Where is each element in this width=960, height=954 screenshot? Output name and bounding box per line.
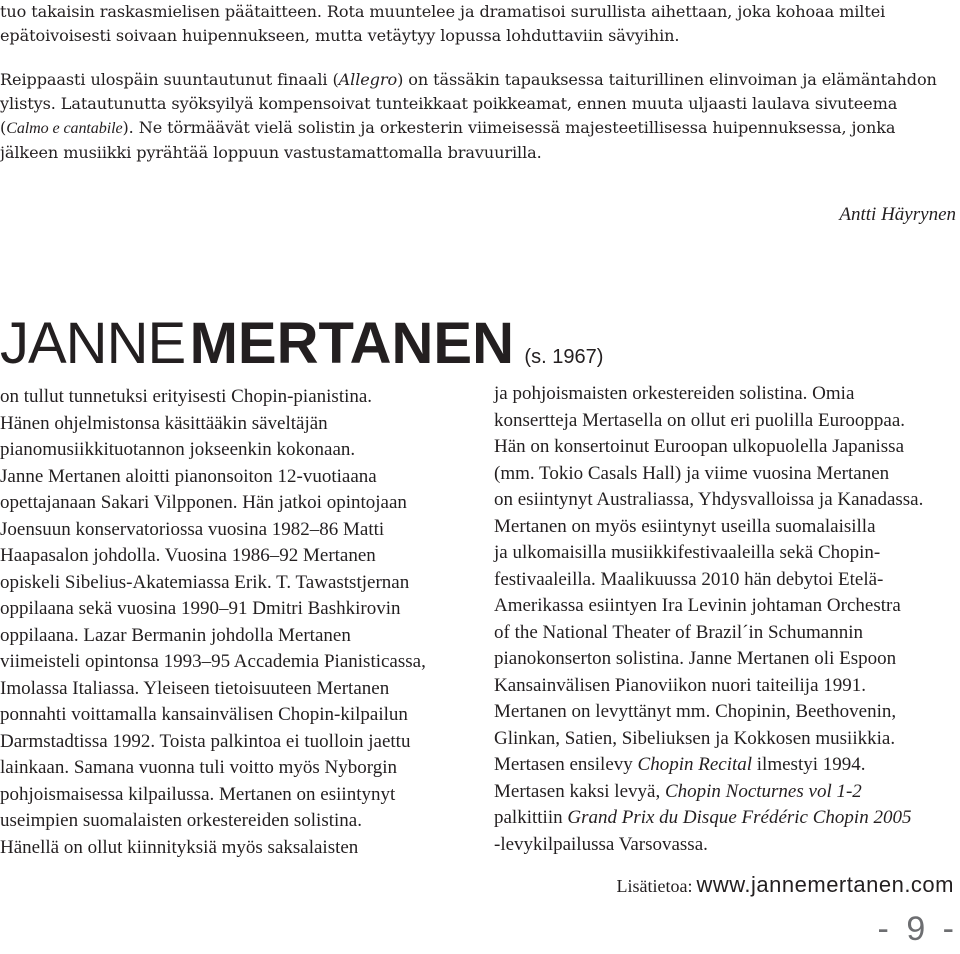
text-line: on tullut tunnetuksi erityisesti Chopin-pianistina. bbox=[0, 386, 373, 407]
text-line: Mertasen ensilevy Chopin Recital ilmestyi 1994. bbox=[494, 754, 866, 775]
text-line: Mertanen on levyttänyt mm. Chopinin, Beethovenin, bbox=[494, 701, 897, 722]
text-line: Hänellä on ollut kiinnityksiä myös saksalaisten bbox=[0, 836, 359, 858]
text-line: tuo takaisin raskasmielisen päätaitteen. Rota muuntelee ja dramatisoi surullista aihettaan, joka kohoaa miltei bbox=[0, 2, 886, 21]
text-line: Haapasalon johdolla. Vuosina 1986–92 Mertanen bbox=[0, 545, 376, 566]
text-line: useimpien suomalaisten orkestereiden solistina. bbox=[0, 810, 362, 831]
text-line: Hänen ohjelmistonsa käsittääkin säveltäjän bbox=[0, 412, 328, 434]
text-line: opettajanaan Sakari Vilpponen. Hän jatkoi opintojaan bbox=[0, 492, 407, 513]
page-number: - 9 - bbox=[877, 910, 958, 948]
intro-paragraph-1 bbox=[0, 0, 958, 48]
text-line: Amerikassa esiintyen Ira Levinin johtaman Orchestra bbox=[494, 595, 901, 616]
text-line: of the National Theater of Brazil´in Schumannin bbox=[494, 621, 863, 643]
text-line: Imolassa Italiassa. Yleiseen tietoisuuteen Mertanen bbox=[0, 677, 390, 699]
text-line: oppilaana. Lazar Bermanin johdolla Mertanen bbox=[0, 624, 351, 646]
text-line: ylistys. Latautunutta syöksyilyä kompensoivat tunteikkaat poikkeamat, ennen muuta uljaasti laulava sivuteema bbox=[0, 94, 898, 113]
text-line: jälkeen musiikki pyrähtää loppuun vastustamattomalla bravuurilla. bbox=[0, 143, 542, 162]
album-title: Chopin Nocturnes vol 1-2 bbox=[664, 780, 862, 802]
text-line: pohjoismaisessa kilpailussa. Mertanen on esiintynyt bbox=[0, 783, 396, 805]
text-line: (Calmo e cantabile). Ne törmäävät vielä solistin ja orkesterin viimeisessä majesteetillisessa huipennuksessa, jonka bbox=[0, 118, 896, 137]
text-line: Joensuun konservatoriossa vuosina 1982–86 Matti bbox=[0, 518, 385, 540]
text-line: -levykilpailussa Varsovassa. bbox=[494, 833, 708, 855]
more-info bbox=[617, 872, 955, 898]
more-info-label: Lisätietoa: bbox=[616, 876, 693, 896]
text-line: opiskeli Sibelius-Akatemiassa Erik. T. Tawaststjernan bbox=[0, 571, 410, 593]
artist-first-name: JANNE bbox=[0, 311, 186, 376]
text-line: ja ulkomaisilla musiikkifestivaaleilla sekä Chopin- bbox=[494, 542, 881, 563]
text-line: palkittiin Grand Prix du Disque Frédéric Chopin 2005 bbox=[494, 807, 912, 828]
artist-last-name: MERTANEN bbox=[189, 311, 514, 376]
biography-right-column bbox=[494, 381, 923, 858]
biography-left-column bbox=[0, 384, 426, 861]
text-line: pianokonserton solistina. Janne Mertanen oli Espoon bbox=[494, 648, 897, 669]
text-line: Glinkan, Satien, Sibeliuksen ja Kokkosen musiikkia. bbox=[494, 727, 896, 749]
text-line: oppilaana sekä vuosina 1990–91 Dmitri Bashkirovin bbox=[0, 598, 401, 619]
intro-paragraph-2 bbox=[0, 68, 958, 165]
website-link[interactable]: www.jannemertanen.com bbox=[696, 872, 954, 897]
text-line: on esiintynyt Australiassa, Yhdysvalloissa ja Kanadassa. bbox=[494, 489, 924, 510]
text-line: Mertasen kaksi levyä, Chopin Nocturnes vol 1-2 bbox=[494, 780, 862, 802]
album-title: Chopin Recital bbox=[637, 754, 753, 775]
text-line: konsertteja Mertasella on ollut eri puolilla Eurooppaa. bbox=[494, 409, 906, 431]
text-line: festivaaleilla. Maalikuussa 2010 hän debytoi Etelä- bbox=[494, 568, 884, 590]
author-signature: Antti Häyrynen bbox=[839, 204, 956, 225]
artist-heading bbox=[0, 310, 603, 377]
artist-birth-year: (s. 1967) bbox=[524, 346, 604, 368]
text-line: lainkaan. Samana vuonna tuli voitto myös Nyborgin bbox=[0, 757, 398, 778]
intro-text bbox=[0, 0, 958, 165]
text-line: pianomusiikkituotannon jokseenkin kokonaan. bbox=[0, 439, 356, 460]
text-line: ja pohjoismaisten orkestereiden solistina. Omia bbox=[494, 383, 855, 404]
text-line: Darmstadtissa 1992. Toista palkintoa ei tuolloin jaettu bbox=[0, 730, 411, 752]
text-line: Hän on konsertoinut Euroopan ulkopuolella Japanissa bbox=[494, 436, 905, 457]
text-line: Mertanen on myös esiintynyt useilla suomalaisilla bbox=[494, 515, 876, 537]
text-line: epätoivoisesti soivaan huipennukseen, mutta vetäytyy lopussa lohduttaviin sävyihin. bbox=[0, 26, 680, 45]
text-line: (mm. Tokio Casals Hall) ja viime vuosina Mertanen bbox=[494, 462, 890, 484]
text-line: ponnahti voittamalla kansainvälisen Chopin-kilpailun bbox=[0, 704, 408, 725]
award-title: Grand Prix du Disque Frédéric Chopin 2005 bbox=[567, 807, 912, 828]
text-line: Kansainvälisen Pianoviikon nuori taiteilija 1991. bbox=[494, 674, 867, 696]
text-line: Janne Mertanen aloitti pianonsoiton 12-vuotiaana bbox=[0, 465, 377, 487]
text-line: viimeisteli opintonsa 1993–95 Accademia Pianisticassa, bbox=[0, 651, 426, 672]
text-line: Reippaasti ulospäin suuntautunut finaali (Allegro) on tässäkin tapauksessa taiturillinen elinvoiman ja elämäntahdon bbox=[0, 70, 937, 89]
